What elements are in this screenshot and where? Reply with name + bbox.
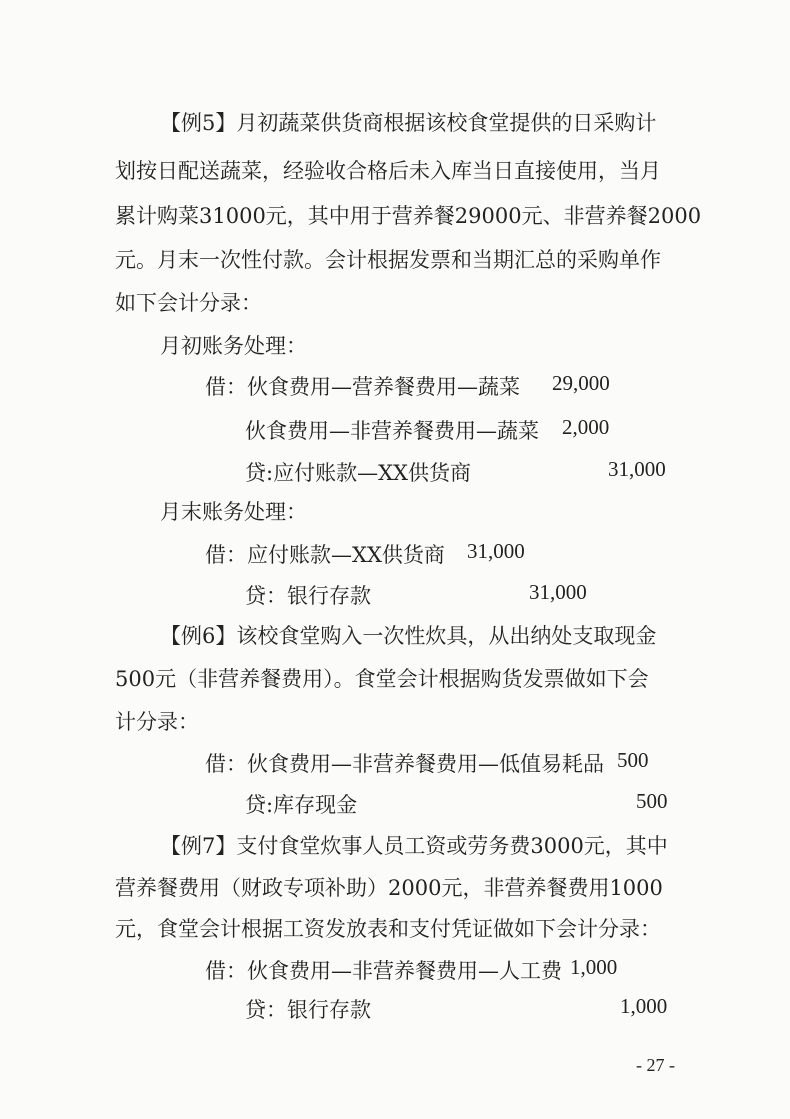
ex5-line-5: 如下会计分录： bbox=[115, 291, 262, 315]
ex5-debit-1-amount: 29,000 bbox=[552, 371, 610, 395]
ex5-credit-1-amount: 31,000 bbox=[608, 457, 666, 481]
ex5-end-heading: 月末账务处理： bbox=[160, 500, 307, 524]
ex6-credit-amount: 500 bbox=[636, 789, 668, 813]
ex6-line-3: 计分录： bbox=[115, 710, 199, 734]
ex7-credit: 贷：银行存款 bbox=[245, 998, 371, 1022]
ex7-line-3: 元，食堂会计根据工资发放表和支付凭证做如下会计分录： bbox=[115, 917, 661, 941]
ex6-credit: 贷:库存现金 bbox=[245, 793, 358, 817]
ex5-credit-1: 贷:应付账款—XX供货商 bbox=[245, 461, 471, 485]
ex7-debit: 借：伙食费用—非营养餐费用—人工费 bbox=[205, 959, 562, 983]
page-number: - 27 - bbox=[636, 1055, 675, 1075]
ex7-line-2: 营养餐费用（财政专项补助）2000元，非营养餐费用1000 bbox=[115, 876, 663, 900]
ex6-debit: 借：伙食费用—非营养餐费用—低值易耗品 bbox=[205, 752, 604, 776]
ex6-debit-amount: 500 bbox=[617, 748, 649, 772]
ex7-debit-amount: 1,000 bbox=[570, 955, 618, 979]
ex6-line-2: 500元（非营养餐费用）。食堂会计根据购货发票做如下会 bbox=[115, 667, 649, 691]
ex7-line-1: 【例7】支付食堂炊事人员工资或劳务费3000元，其中 bbox=[160, 834, 668, 858]
ex5-line-2: 划按日配送蔬菜，经验收合格后未入库当日直接使用，当月 bbox=[115, 159, 661, 183]
ex5-debit-2: 伙食费用—非营养餐费用—蔬菜 bbox=[245, 419, 539, 443]
ex5-credit-2-amount: 31,000 bbox=[529, 580, 587, 604]
ex5-debit-2-amount: 2,000 bbox=[562, 415, 610, 439]
ex5-line-1: 【例5】月初蔬菜供货商根据该校食堂提供的日采购计 bbox=[160, 111, 657, 135]
ex5-debit-3: 借：应付账款—XX供货商 bbox=[205, 543, 445, 567]
ex6-line-1: 【例6】该校食堂购入一次性炊具，从出纳处支取现金 bbox=[160, 624, 657, 648]
ex5-line-4: 元。月末一次性付款。会计根据发票和当期汇总的采购单作 bbox=[115, 248, 661, 272]
ex5-credit-2: 贷：银行存款 bbox=[245, 584, 371, 608]
ex5-debit-1: 借：伙食费用—营养餐费用—蔬菜 bbox=[205, 375, 520, 399]
ex5-debit-3-amount: 31,000 bbox=[467, 539, 525, 563]
ex5-line-3: 累计购菜31000元，其中用于营养餐29000元、非营养餐2000 bbox=[115, 204, 702, 228]
ex5-early-heading: 月初账务处理： bbox=[160, 334, 307, 358]
ex7-credit-amount: 1,000 bbox=[620, 994, 668, 1018]
